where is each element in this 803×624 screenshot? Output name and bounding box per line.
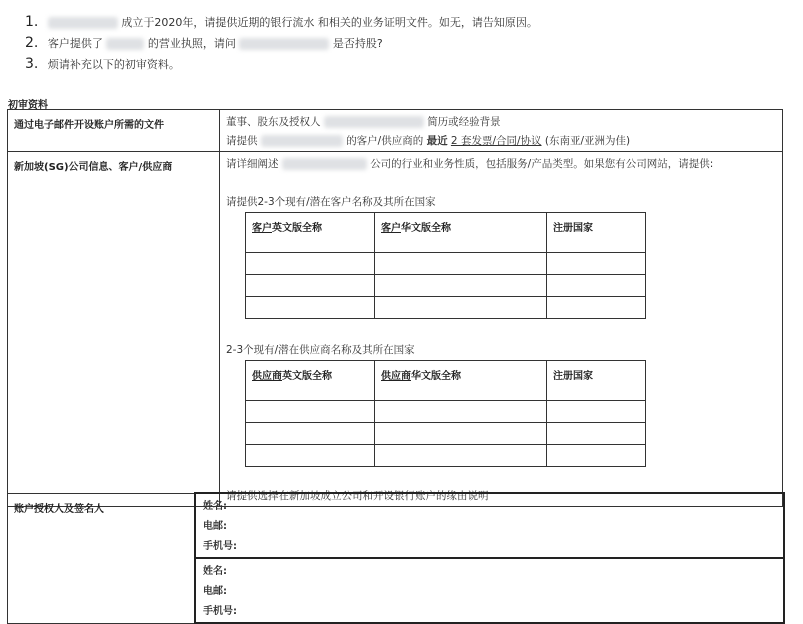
customer-en-header: 客户英文版全称	[246, 213, 375, 253]
customer-country-header: 注册国家	[547, 213, 646, 253]
suppliers-intro: 2-3个现有/潜在供应商名称及其所在国家	[226, 344, 415, 356]
text-segment: 公司的行业和业务性质，包括服务/产品类型。如果您有公司网站，请提供:	[370, 158, 714, 170]
table-row	[246, 423, 646, 445]
list-text: 客户提供了	[47, 37, 103, 50]
list-item-3	[25, 54, 538, 75]
phone-field-label: 手机号:	[203, 541, 237, 552]
authorized-signatory-table	[7, 492, 785, 624]
table-row	[246, 401, 646, 423]
redacted-text	[261, 135, 343, 147]
intro-list	[25, 12, 538, 75]
table-row	[246, 275, 646, 297]
row-label: 新加坡(SG)公司信息、客户/供应商	[8, 152, 220, 507]
customers-intro: 请提供2-3个现有/潜在客户名称及其所在国家	[226, 196, 436, 208]
text-segment: 请详细阐述	[226, 158, 279, 170]
list-text: 烦请补充以下的初审资料。	[47, 58, 180, 71]
closing-text: 请提供选择在新加坡成立公司和开设银行账户的缘由说明	[226, 490, 489, 502]
preliminary-info-table	[7, 109, 783, 507]
list-number: 2.	[25, 35, 39, 51]
supplier-country-header: 注册国家	[547, 361, 646, 401]
text-segment: (东南亚/亚洲为佳)	[544, 135, 631, 147]
table-row	[246, 445, 646, 467]
redacted-text	[239, 38, 329, 50]
customer-cn-header: 客户华文版全称	[375, 213, 547, 253]
text-segment: 的客户/供应商的	[346, 135, 424, 147]
list-item-1	[25, 12, 538, 33]
name-field-label: 姓名:	[203, 566, 227, 577]
text-segment: 最近	[426, 135, 448, 147]
text-line	[220, 132, 782, 151]
row-content	[220, 152, 783, 507]
text-segment: 2 套发票/合同/协议	[450, 135, 542, 147]
text-segment: 请提供	[226, 135, 258, 147]
redacted-text	[324, 116, 424, 128]
row-content	[220, 110, 783, 152]
table-row	[8, 110, 783, 152]
supplier-en-header: 供应商英文版全称	[246, 361, 375, 401]
redacted-text	[282, 158, 367, 170]
list-item-2	[25, 33, 538, 54]
row-label: 通过电子邮件开设账户所需的文件	[8, 110, 220, 152]
text-line	[220, 113, 782, 132]
signatory-2	[195, 558, 784, 623]
list-number: 1.	[25, 14, 39, 30]
list-text: 是否持股?	[332, 37, 383, 50]
table-row	[246, 253, 646, 275]
redacted-text	[106, 38, 144, 50]
supplier-cn-header: 供应商华文版全称	[375, 361, 547, 401]
table-row	[246, 297, 646, 319]
text-segment: 董事、股东及授权人	[226, 116, 321, 128]
redacted-text	[48, 17, 118, 29]
signatory-1	[195, 493, 784, 558]
name-field-label: 姓名:	[203, 501, 227, 512]
list-text: 的营业执照，请问	[147, 37, 236, 50]
phone-field-label: 手机号:	[203, 606, 237, 617]
list-number: 3.	[25, 56, 39, 72]
table-row	[8, 152, 783, 507]
email-field-label: 电邮:	[203, 586, 227, 597]
auth-label: 账户授权人及签名人	[8, 493, 196, 623]
suppliers-table	[245, 360, 646, 467]
text-line	[220, 155, 782, 174]
email-field-label: 电邮:	[203, 521, 227, 532]
text-segment: 简历或经验背景	[427, 116, 501, 128]
section-title: 初审资料	[8, 100, 48, 111]
customers-table	[245, 212, 646, 319]
list-text: 成立于2020年，请提供近期的银行流水 和相关的业务证明文件。如无，请告知原因。	[121, 16, 538, 29]
